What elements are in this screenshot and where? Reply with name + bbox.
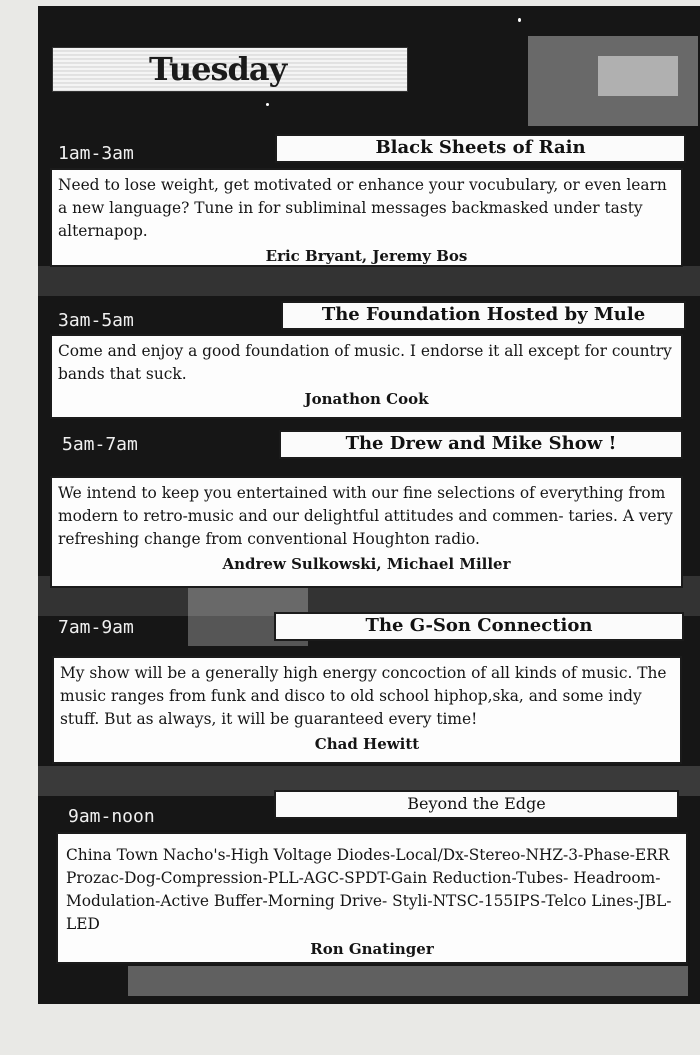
show-description: Come and enjoy a good foundation of music. I endorse it all except for country bands that suck. bbox=[58, 342, 672, 383]
show-hosts: Chad Hewitt bbox=[314, 735, 420, 753]
background-texture bbox=[128, 966, 688, 996]
show-description: China Town Nacho's-High Voltage Diodes-Local/Dx-Stereo-NHZ-3-Phase-ERR Prozac-Dog-Compression-PLL-AGC-SPDT-Gain Reduction-Tubes- Headroom-Modulation-Active Buffer-Morning Drive- Styli-NTSC-155IPS-Telco Lines-JBL-LED bbox=[66, 846, 672, 933]
time-slot: 1am-3am bbox=[58, 143, 134, 164]
show-title: Beyond the Edge bbox=[274, 790, 679, 819]
time-slot: 3am-5am bbox=[58, 310, 134, 331]
day-title: Tuesday bbox=[149, 50, 287, 88]
show-title: The Drew and Mike Show ! bbox=[279, 430, 683, 459]
show-description-box bbox=[52, 656, 682, 764]
time-slot: 9am-noon bbox=[68, 806, 155, 827]
show-hosts: Jonathon Cook bbox=[304, 390, 429, 408]
show-title: Black Sheets of Rain bbox=[275, 134, 686, 163]
time-slot: 5am-7am bbox=[62, 434, 138, 455]
show-description: We intend to keep you entertained with our fine selections of everything from modern to retro-music and our delightful attitudes and commen- taries. A very refreshing change from conventional Houghton radio. bbox=[58, 484, 673, 548]
background-texture bbox=[598, 56, 678, 96]
show-description-box bbox=[50, 334, 683, 419]
show-description-box bbox=[50, 476, 683, 588]
show-description: My show will be a generally high energy concoction of all kinds of music. The music ranges from funk and disco to old school hiphop,ska, and some indy stuff. But as always, it will be guaranteed every time! bbox=[60, 664, 667, 728]
show-description-box bbox=[50, 168, 683, 267]
speck bbox=[518, 18, 521, 22]
show-title: The G-Son Connection bbox=[274, 612, 684, 641]
show-description: Need to lose weight, get motivated or enhance your vocubulary, or even learn a new language? Tune in for subliminal messages backmasked under tasty alternapop. bbox=[58, 176, 667, 240]
show-title: The Foundation Hosted by Mule bbox=[281, 301, 686, 330]
show-hosts: Andrew Sulkowski, Michael Miller bbox=[222, 555, 511, 573]
speck bbox=[266, 103, 269, 106]
background-texture bbox=[38, 266, 700, 296]
show-description-box bbox=[56, 832, 688, 964]
day-title-bar bbox=[52, 47, 408, 92]
schedule-page bbox=[38, 6, 700, 1004]
show-hosts: Ron Gnatinger bbox=[310, 940, 434, 958]
show-hosts: Eric Bryant, Jeremy Bos bbox=[265, 247, 468, 265]
time-slot: 7am-9am bbox=[58, 617, 134, 638]
